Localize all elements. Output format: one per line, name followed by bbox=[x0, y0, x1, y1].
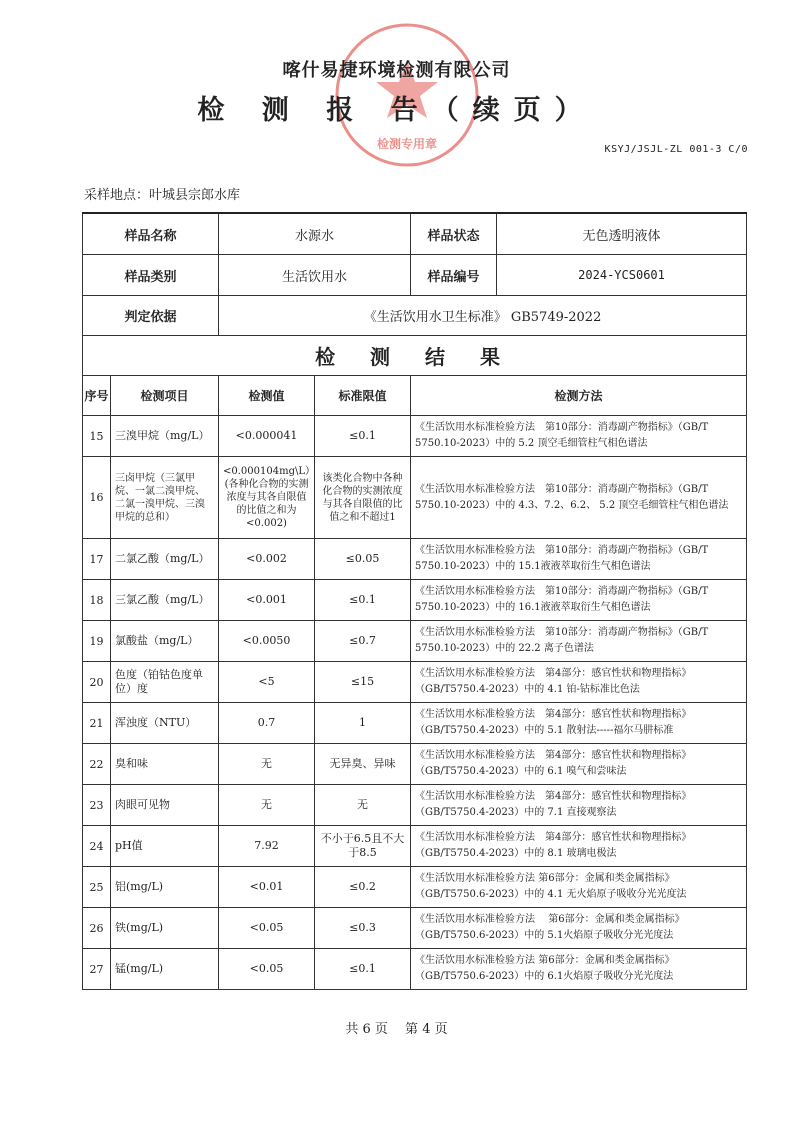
row-no: 16 bbox=[83, 457, 111, 539]
company-name: 喀什易捷环境检测有限公司 bbox=[282, 60, 511, 81]
row-no: 22 bbox=[83, 744, 111, 785]
row-limit: ≤0.1 bbox=[315, 580, 411, 621]
row-method: 《生活饮用水标准检验方法 第4部分：感官性状和物理指标》（GB/T5750.4-2023）中的 7.1 直接观察法 bbox=[411, 785, 747, 826]
row-limit: 该类化合物中各种化合物的实测浓度与其各自限值的比值之和不超过1 bbox=[315, 457, 411, 539]
row-no: 21 bbox=[83, 703, 111, 744]
row-limit: ≤0.7 bbox=[315, 621, 411, 662]
row-limit: ≤0.2 bbox=[315, 867, 411, 908]
basis-label: 判定依据 bbox=[83, 296, 219, 336]
row-value: 无 bbox=[219, 785, 315, 826]
row-value: <0.05 bbox=[219, 908, 315, 949]
sample-name-value: 水源水 bbox=[219, 213, 411, 255]
info-row-name bbox=[83, 213, 747, 255]
row-item: 三氯乙酸（mg/L） bbox=[111, 580, 219, 621]
table-row bbox=[83, 703, 747, 744]
col-method: 检测方法 bbox=[411, 376, 747, 416]
row-no: 24 bbox=[83, 826, 111, 867]
row-limit: 无异臭、异味 bbox=[315, 744, 411, 785]
table-row bbox=[83, 744, 747, 785]
col-item: 检测项目 bbox=[111, 376, 219, 416]
row-method: 《生活饮用水标准检验方法 第4部分：感官性状和物理指标》（GB/T5750.4-2023）中的 6.1 嗅气和尝味法 bbox=[411, 744, 747, 785]
row-item: 浑浊度（NTU） bbox=[111, 703, 219, 744]
sample-type-value: 生活饮用水 bbox=[219, 255, 411, 296]
row-value: 7.92 bbox=[219, 826, 315, 867]
sampling-location: 采样地点：叶城县宗郎水库 bbox=[84, 188, 241, 203]
row-limit: ≤15 bbox=[315, 662, 411, 703]
row-limit: 不小于6.5且不大于8.5 bbox=[315, 826, 411, 867]
row-no: 15 bbox=[83, 416, 111, 457]
row-value: 无 bbox=[219, 744, 315, 785]
table-row bbox=[83, 539, 747, 580]
table-row bbox=[83, 867, 747, 908]
table-row bbox=[83, 662, 747, 703]
sample-state-label: 样品状态 bbox=[411, 214, 497, 254]
row-no: 18 bbox=[83, 580, 111, 621]
row-no: 25 bbox=[83, 867, 111, 908]
section-title-row bbox=[83, 336, 747, 376]
row-value: <0.0050 bbox=[219, 621, 315, 662]
row-no: 23 bbox=[83, 785, 111, 826]
row-limit: ≤0.1 bbox=[315, 416, 411, 457]
row-no: 19 bbox=[83, 621, 111, 662]
row-limit: 无 bbox=[315, 785, 411, 826]
section-title: 检 测 结 果 bbox=[83, 336, 747, 376]
row-method: 《生活饮用水标准检验方法 第10部分：消毒副产物指标》（GB/T 5750.10-2023）中的 5.2 顶空毛细管柱气相色谱法 bbox=[411, 416, 747, 457]
result-table bbox=[82, 212, 747, 990]
row-method: 《生活饮用水标准检验方法 第10部分：消毒副产物指标》（GB/T 5750.10-2023）中的 15.1液液萃取衍生气相色谱法 bbox=[411, 539, 747, 580]
row-limit: 1 bbox=[315, 703, 411, 744]
row-no: 20 bbox=[83, 662, 111, 703]
row-item: 铁(mg/L) bbox=[111, 908, 219, 949]
table-row bbox=[83, 826, 747, 867]
row-item: 氯酸盐（mg/L） bbox=[111, 621, 219, 662]
page-number: 共 6 页 第 4 页 bbox=[345, 1022, 448, 1037]
row-value: <0.01 bbox=[219, 867, 315, 908]
column-header-row bbox=[83, 376, 747, 416]
row-item: 三卤甲烷（三氯甲烷、一氯二溴甲烷、二氯一溴甲烷、三溴甲烷的总和） bbox=[111, 457, 219, 539]
col-value: 检测值 bbox=[219, 376, 315, 416]
row-method: 《生活饮用水标准检验方法 第6部分：金属和类金属指标》（GB/T5750.6-2023）中的 4.1 无火焰原子吸收分光光度法 bbox=[411, 867, 747, 908]
row-no: 17 bbox=[83, 539, 111, 580]
row-method: 《生活饮用水标准检验方法 第10部分：消毒副产物指标》（GB/T 5750.10-2023）中的 4.3、7.2、6.2、 5.2 顶空毛细管柱气相色谱法 bbox=[411, 457, 747, 539]
table-row bbox=[83, 580, 747, 621]
table-row bbox=[83, 621, 747, 662]
row-limit: ≤0.3 bbox=[315, 908, 411, 949]
row-method: 《生活饮用水标准检验方法 第10部分：消毒副产物指标》（GB/T 5750.10-2023）中的 22.2 离子色谱法 bbox=[411, 621, 747, 662]
seal-text: 检测专用章 bbox=[376, 137, 438, 151]
row-value: <0.001 bbox=[219, 580, 315, 621]
row-method: 《生活饮用水标准检验方法 第6部分：金属和类金属指标》（GB/T5750.6-2023）中的 5.1火焰原子吸收分光光度法 bbox=[411, 908, 747, 949]
row-item: pH值 bbox=[111, 826, 219, 867]
row-item: 三溴甲烷（mg/L） bbox=[111, 416, 219, 457]
row-limit: ≤0.1 bbox=[315, 949, 411, 990]
sample-type-label: 样品类别 bbox=[83, 255, 219, 296]
row-value: <0.05 bbox=[219, 949, 315, 990]
row-item: 肉眼可见物 bbox=[111, 785, 219, 826]
info-row-basis bbox=[83, 296, 747, 336]
sample-name-label: 样品名称 bbox=[83, 213, 219, 255]
table-row bbox=[83, 785, 747, 826]
row-no: 27 bbox=[83, 949, 111, 990]
row-value: <0.000104mg\L）(各种化合物的实测浓度与其各自限值的比值之和为<0.002) bbox=[219, 457, 315, 539]
document-code: KSYJ/JSJL-ZL 001-3 C/0 bbox=[604, 144, 748, 155]
row-method: 《生活饮用水标准检验方法 第10部分：消毒副产物指标》（GB/T 5750.10-2023）中的 16.1液液萃取衍生气相色谱法 bbox=[411, 580, 747, 621]
row-value: <0.002 bbox=[219, 539, 315, 580]
row-item: 色度（铂钴色度单位）度 bbox=[111, 662, 219, 703]
info-row-type bbox=[83, 255, 747, 296]
row-no: 26 bbox=[83, 908, 111, 949]
row-limit: ≤0.05 bbox=[315, 539, 411, 580]
row-method: 《生活饮用水标准检验方法 第4部分：感官性状和物理指标》（GB/T5750.4-2023）中的 8.1 玻璃电极法 bbox=[411, 826, 747, 867]
row-item: 臭和味 bbox=[111, 744, 219, 785]
row-value: <0.000041 bbox=[219, 416, 315, 457]
sample-no-label: 样品编号 bbox=[411, 255, 497, 295]
row-method: 《生活饮用水标准检验方法 第4部分：感官性状和物理指标》（GB/T5750.4-2023）中的 4.1 铂-钴标准比色法 bbox=[411, 662, 747, 703]
row-method: 《生活饮用水标准检验方法 第4部分：感官性状和物理指标》（GB/T5750.4-2023）中的 5.1 散射法-----福尔马肼标准 bbox=[411, 703, 747, 744]
table-row bbox=[83, 416, 747, 457]
row-value: <5 bbox=[219, 662, 315, 703]
row-item: 锰(mg/L) bbox=[111, 949, 219, 990]
table-row bbox=[83, 908, 747, 949]
basis-value: 《生活饮用水卫生标准》 GB5749-2022 bbox=[219, 296, 747, 336]
row-item: 二氯乙酸（mg/L） bbox=[111, 539, 219, 580]
report-title: 检 测 报 告（续页） bbox=[197, 95, 596, 126]
row-method: 《生活饮用水标准检验方法 第6部分：金属和类金属指标》（GB/T5750.6-2023）中的 6.1火焰原子吸收分光光度法 bbox=[411, 949, 747, 990]
col-limit: 标准限值 bbox=[315, 376, 411, 416]
table-row bbox=[83, 949, 747, 990]
row-value: 0.7 bbox=[219, 703, 315, 744]
table-row bbox=[83, 457, 747, 539]
row-item: 铝(mg/L) bbox=[111, 867, 219, 908]
sample-state-value: 无色透明液体 bbox=[582, 228, 661, 244]
sample-no-value: 2024-YCS0601 bbox=[578, 268, 665, 282]
col-no: 序号 bbox=[83, 376, 111, 416]
